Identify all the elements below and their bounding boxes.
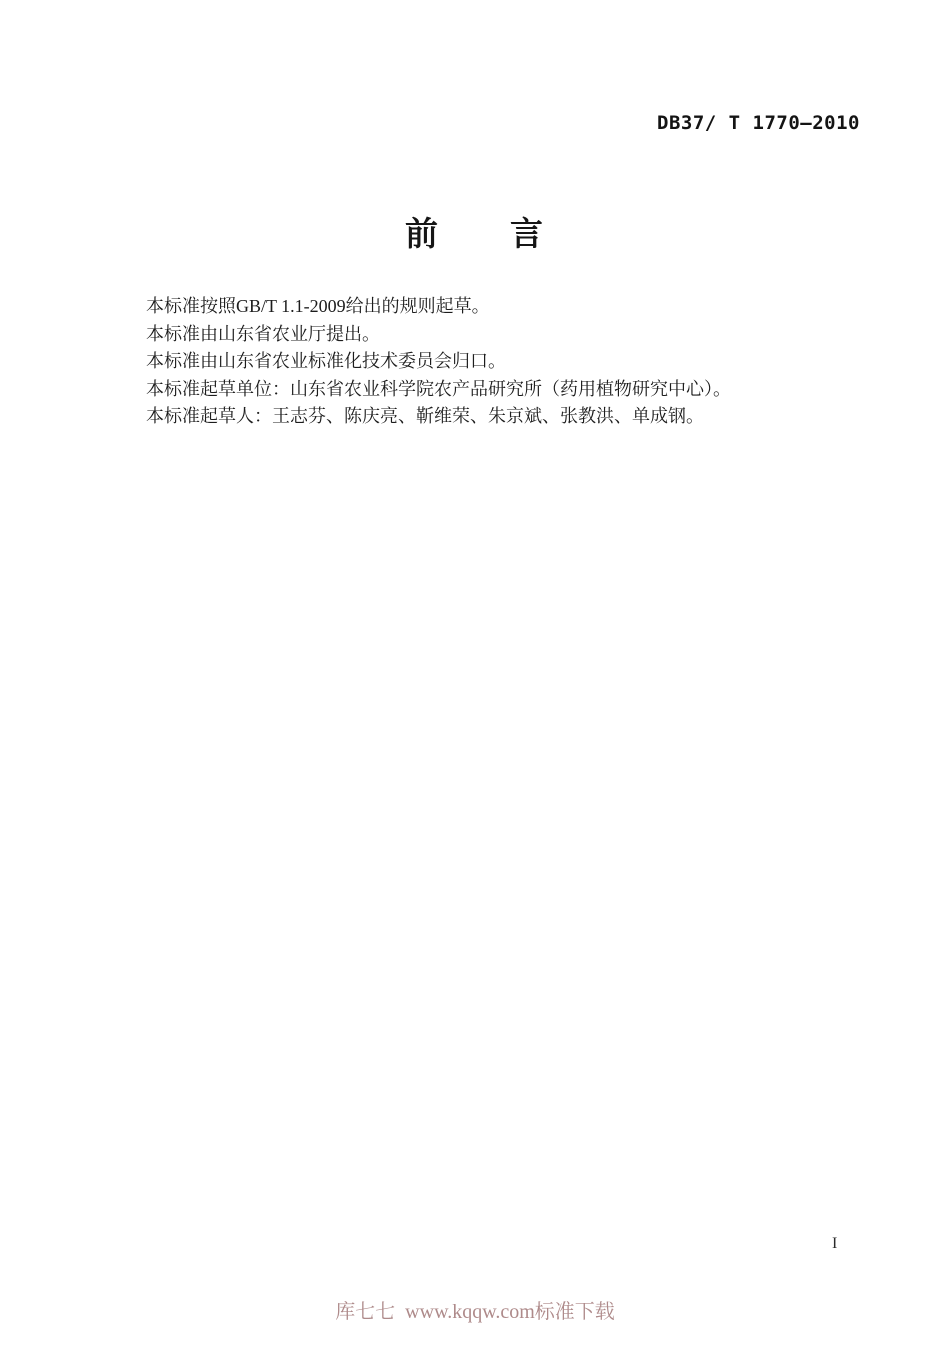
watermark-footer: 库七七 www.kqqw.com标准下载 — [335, 1301, 615, 1323]
foreword-line: 本标准按照GB/T 1.1-2009给出的规则起草。 — [146, 296, 490, 316]
foreword-body — [146, 293, 850, 431]
foreword-line: 本标准由山东省农业标准化技术委员会归口。 — [146, 351, 506, 371]
page-title: 前 言 — [405, 215, 545, 252]
page-number: I — [832, 1235, 838, 1252]
foreword-line: 本标准起草单位：山东省农业科学院农产品研究所（药用植物研究中心）。 — [146, 378, 731, 399]
foreword-line: 本标准起草人：王志芬、陈庆亮、靳维荣、朱京斌、张教洪、单成钢。 — [146, 406, 704, 426]
standard-code-header: DB37/ T 1770—2010 — [657, 112, 860, 134]
foreword-line: 本标准由山东省农业厅提出。 — [146, 323, 380, 344]
